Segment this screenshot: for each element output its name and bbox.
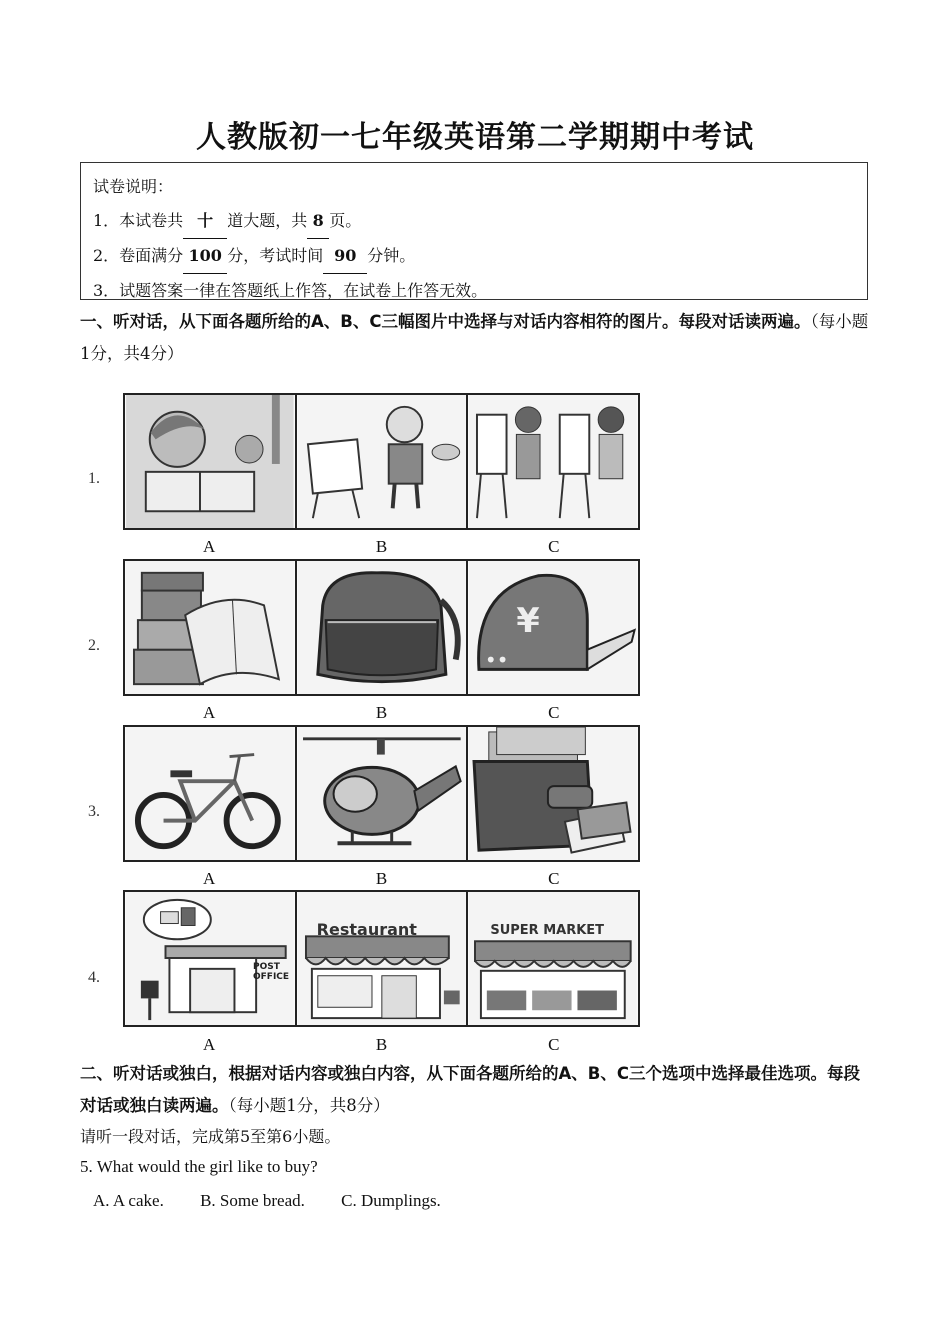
- option-label-b: B: [375, 869, 388, 888]
- q1-picture-c-children-at-easels[interactable]: [468, 395, 638, 528]
- section-2-instruction: 请听一段对话，完成第5至第6小题。: [80, 1127, 341, 1146]
- question-5-text: 5. What would the girl like to buy?: [80, 1157, 318, 1176]
- q2-picture-c-cap[interactable]: [468, 561, 638, 694]
- option-label-c: C: [548, 537, 560, 556]
- q4-option-labels: [123, 1035, 640, 1055]
- exam-title: 人教版初一七年级英语第二学期期中考试: [196, 120, 754, 155]
- question-number-4: 4.: [88, 969, 100, 986]
- svg-text:¥: ¥: [516, 600, 541, 640]
- q1-option-labels: [123, 537, 640, 557]
- sections-count: 十: [183, 204, 227, 239]
- option-label-b: B: [375, 1035, 388, 1054]
- option-label-b: B: [375, 703, 388, 722]
- question-3-pictures: [123, 725, 640, 862]
- question-number-3: 3.: [88, 803, 100, 820]
- q2-picture-b-school-bag[interactable]: [297, 561, 469, 694]
- restaurant-sign: Restaurant: [316, 920, 417, 939]
- section-1-heading: 一、听对话，从下面各题所给的A、B、C三幅图片中选择与对话内容相符的图片。每段对话读两遍。（每小题1分，共4分）: [80, 312, 869, 363]
- q4-picture-c-supermarket[interactable]: [468, 892, 638, 1025]
- question-4-pictures: [123, 890, 640, 1027]
- option-label-c: C: [548, 703, 560, 722]
- question-number-1: 1.: [88, 470, 100, 487]
- instructions-heading: 试卷说明：: [93, 177, 174, 196]
- question-1-pictures: [123, 393, 640, 530]
- section-2-heading: 二、听对话或独白，根据对话内容或独白内容，从下面各题所给的A、B、C三个选项中选择最佳选项。每段对话或独白读两遍。（每小题1分，共8分）: [80, 1064, 860, 1115]
- option-label-c: C: [548, 869, 560, 888]
- option-label-a: A: [203, 703, 216, 722]
- q3-option-labels: [123, 869, 640, 889]
- q3-picture-b-helicopter[interactable]: [297, 727, 469, 860]
- q2-option-labels: [123, 703, 640, 723]
- q4-picture-a-post-office[interactable]: [125, 892, 297, 1025]
- q4-picture-b-restaurant[interactable]: [297, 892, 469, 1025]
- q1-picture-b-girl-painting[interactable]: [297, 395, 469, 528]
- post-office-sign: POST OFFICE: [253, 962, 290, 982]
- question-2-pictures: [123, 559, 640, 696]
- q2-picture-a-books[interactable]: [125, 561, 297, 694]
- exam-instructions-box: [80, 162, 868, 300]
- instruction-line-1: 1．本试卷共 十 道大题，共 8 页。: [93, 204, 867, 239]
- q5-option-c[interactable]: C. Dumplings.: [341, 1191, 441, 1210]
- option-label-a: A: [203, 537, 216, 556]
- q5-option-b[interactable]: B. Some bread.: [200, 1191, 305, 1210]
- question-5-options: [93, 1191, 473, 1211]
- supermarket-sign: SUPER MARKET: [490, 923, 605, 938]
- instruction-line-3: 3．试题答案一律在答题纸上作答，在试卷上作答无效。: [93, 281, 488, 300]
- option-label-a: A: [203, 1035, 216, 1054]
- q1-picture-a-boy-reading[interactable]: [125, 395, 297, 528]
- option-label-a: A: [203, 869, 216, 888]
- full-score: 100: [183, 239, 227, 274]
- exam-minutes: 90: [323, 239, 367, 274]
- option-label-c: C: [548, 1035, 560, 1054]
- q5-option-a[interactable]: A. A cake.: [93, 1191, 164, 1210]
- instruction-line-2: 2．卷面满分 100 分，考试时间 90 分钟。: [93, 239, 867, 274]
- option-label-b: B: [375, 537, 388, 556]
- pages-count: 8: [307, 204, 329, 239]
- q3-picture-c-wallet[interactable]: [468, 727, 638, 860]
- q3-picture-a-bicycle[interactable]: [125, 727, 297, 860]
- question-number-2: 2.: [88, 637, 100, 654]
